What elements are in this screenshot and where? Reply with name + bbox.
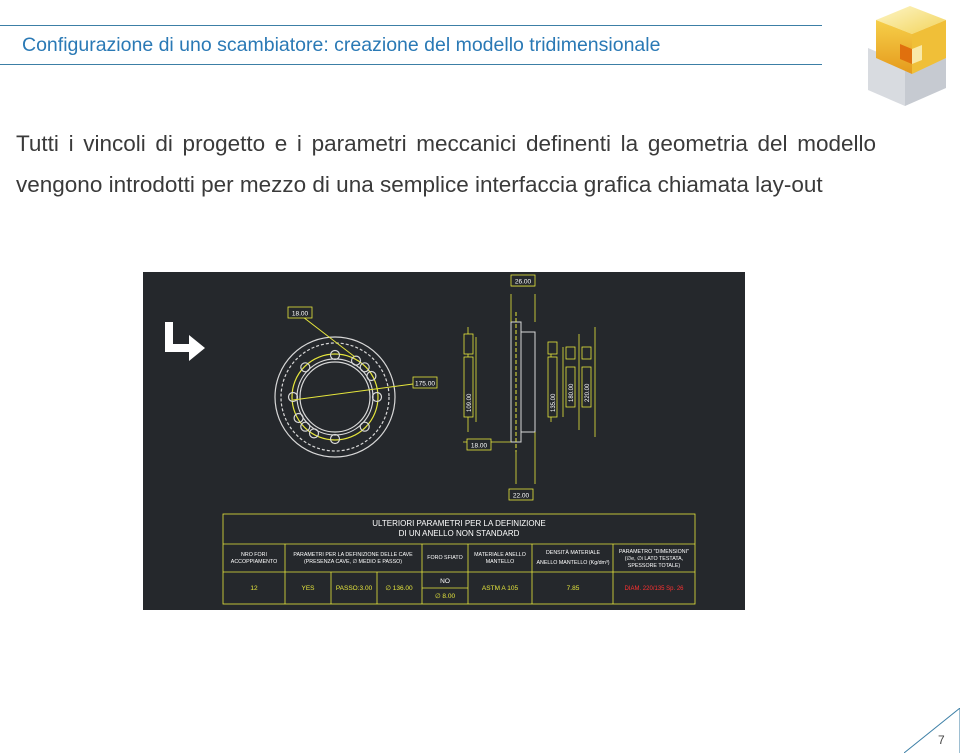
page-number: 7 xyxy=(938,733,945,747)
header-densita-1: DENSITÀ MATERIALE xyxy=(545,550,601,556)
value-materiale: ASTM A 105 xyxy=(481,585,519,592)
body-paragraph: Tutti i vincoli di progetto e i parametri meccanici definenti la geometria del modello vengono introdotti per mezzo di una semplice interfaccia grafica chiamata lay-out xyxy=(16,131,876,197)
header-cave-1: PARAMETRI PER LA DEFINIZIONE DELLE CAVE xyxy=(293,552,413,558)
value-passo: PASSO:3.00 xyxy=(335,585,373,592)
table-title-line2: DI UN ANELLO NON STANDARD xyxy=(398,529,520,538)
dim-flange-left: 18.00 xyxy=(291,310,309,318)
dim-vertical-3: 180.00 xyxy=(569,383,575,402)
page-corner-decoration xyxy=(904,708,960,753)
slide-title: Configurazione di uno scambiatore: creazione del modello tridimensionale xyxy=(22,34,661,56)
value-diametro-medio: ∅ 136.00 xyxy=(385,585,413,592)
dim-vertical-1: 109.00 xyxy=(467,393,473,412)
title-rule-bottom xyxy=(0,64,822,65)
value-presenza-cave: YES xyxy=(301,585,315,592)
header-nro-fori-1: NRO FORI xyxy=(241,552,267,558)
header-foro-sfiato: FORO SFIATO xyxy=(427,555,463,561)
value-dimensioni: DIAM. 220/135 Sp. 26 xyxy=(624,586,684,592)
dim-top: 26.00 xyxy=(514,278,532,286)
header-dimensioni-3: SPESSORE TOTALE) xyxy=(627,563,681,569)
value-foro-diametro: ∅ 8.00 xyxy=(434,593,456,600)
header-dimensioni-2: (∅e, ∅i LATO TESTATA, xyxy=(624,556,684,562)
header-materiale-1: MATERIALE ANELLO xyxy=(474,552,526,558)
dim-vertical-2: 135.00 xyxy=(551,393,557,412)
header-dimensioni-1: PARAMETRO "DIMENSIONI" xyxy=(619,549,689,555)
header-materiale-2: MANTELLO xyxy=(485,559,515,565)
value-foro-sfiato: NO xyxy=(440,578,450,585)
dim-vertical-4: 220.00 xyxy=(585,383,591,402)
header-nro-fori-2: ACCOPPIAMENTO xyxy=(230,559,278,565)
title-rule-top xyxy=(0,25,822,26)
dim-flange-radius: 175.00 xyxy=(415,380,435,388)
cube-logo xyxy=(850,0,960,110)
header-cave-2: (PRESENZA CAVE, ∅ MEDIO E PASSO) xyxy=(303,559,403,565)
value-densita: 7.85 xyxy=(566,585,580,592)
header-densita-2: ANELLO MANTELLO (Kg/dm³) xyxy=(536,560,610,566)
value-nro-fori: 12 xyxy=(250,585,258,592)
table-title-line1: ULTERIORI PARAMETRI PER LA DEFINIZIONE xyxy=(372,519,546,528)
dim-left-bottom: 18.00 xyxy=(470,442,488,450)
dim-bottom: 22.00 xyxy=(512,492,530,500)
cad-layout-drawing xyxy=(143,272,745,610)
